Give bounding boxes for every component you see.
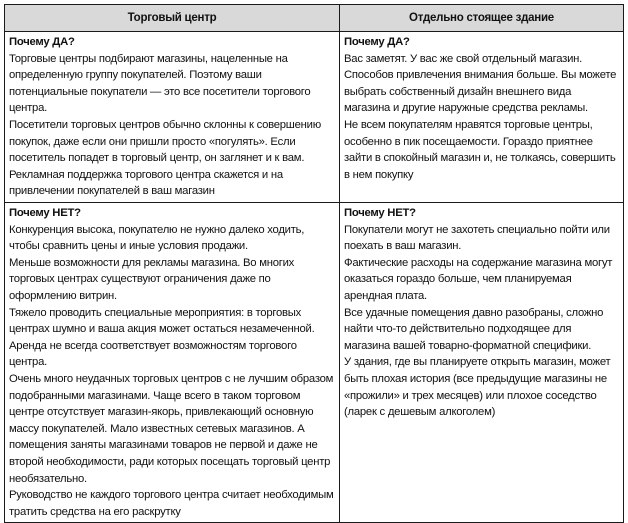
table-header-row [5, 5, 624, 32]
cell-heading: Почему НЕТ? [9, 207, 81, 219]
header-mall: Торговый центр [5, 5, 340, 32]
cell-paragraph: Способов привлечения внимания больше. Вы можете выбрать собственный дизайн внешнего вида магазина и другие наружные средства рекламы. [344, 69, 617, 115]
cell-mall-cons [5, 203, 340, 523]
cell-standalone-cons [340, 203, 624, 523]
cell-paragraph: Покупатели могут не захотеть специально пойти или поехать в ваш магазин. [344, 223, 610, 253]
table-row [5, 32, 624, 203]
cell-heading: Почему ДА? [9, 36, 75, 48]
cell-paragraph: Руководство не каждого торгового центра считает необходимым тратить средства на его раскрутку [9, 489, 334, 518]
cell-paragraph: Конкуренция высока, покупателю не нужно далеко ходить, чтобы сравнить цены и иные условия продажи. [9, 223, 305, 253]
cell-paragraph: Все удачные помещения давно разобраны, сложно найти что-то действительно подходящее для магазина вашей товарно-форматной специфики. [344, 306, 604, 352]
cell-paragraph: Не всем покупателям нравятся торговые центры, особенно в пик посещаемости. Гораздо приятнее зайти в спокойный магазин и, не толкаясь, совершить в нем покупку [344, 118, 616, 181]
cell-heading: Почему НЕТ? [344, 207, 416, 219]
cell-paragraph: Тяжело проводить специальные мероприятия: в торговых центрах шумно и ваша акция может остаться незамеченной. [9, 306, 315, 336]
cell-paragraph: У здания, где вы планируете открыть магазин, может быть плохая история (все предыдущие магазины не «прожили» и трех месяцев) или плохое соседство (ларек с дешевым алкоголем) [344, 356, 611, 419]
cell-paragraph: Рекламная поддержка торгового центра скажется и на привлечении покупателей в ваш магазин [9, 168, 283, 198]
cell-paragraph: Фактические расходы на содержание магазина могут оказаться гораздо больше, чем планируемая арендная плата. [344, 256, 613, 302]
cell-heading: Почему ДА? [344, 36, 410, 48]
cell-paragraph: Меньше возможности для рекламы магазина. Во многих торговых центрах существуют ограничения даже по оформлению витрин. [9, 256, 295, 302]
cell-mall-pros [5, 32, 340, 203]
cell-paragraph: Посетители торговых центров обычно склонны к совершению покупок, даже если они пришли просто «погулять». Если посетитель попадет в торговый центр, он заглянет и к вам. [9, 118, 321, 165]
cell-paragraph: Аренда не всегда соответствует возможностям торгового центра. [9, 339, 297, 369]
comparison-table [4, 4, 624, 523]
cell-paragraph: Торговые центры подбирают магазины, нацеленные на определенную группу покупателей. Поэтому ваши потенциальные покупатели — это все посетители торгового центра. [9, 52, 311, 115]
cell-standalone-pros [340, 32, 624, 203]
cell-paragraph: Очень много неудачных торговых центров с не лучшим образом подобранными магазинами. Чаще всего в таком торговом центре отсутствует магазин-якорь, привлекающий основную массу покупателей. Мало известных сетевых магазинов. А помещения заняты магазинами товаров не первой и даже не второй необходимости, ради которых посещать торговый центр необязательно. [9, 372, 334, 485]
cell-paragraph: Вас заметят. У вас же свой отдельный магазин. [344, 52, 583, 65]
table-row [5, 203, 624, 523]
comparison-document [4, 4, 623, 523]
header-standalone: Отдельно стоящее здание [340, 5, 624, 32]
